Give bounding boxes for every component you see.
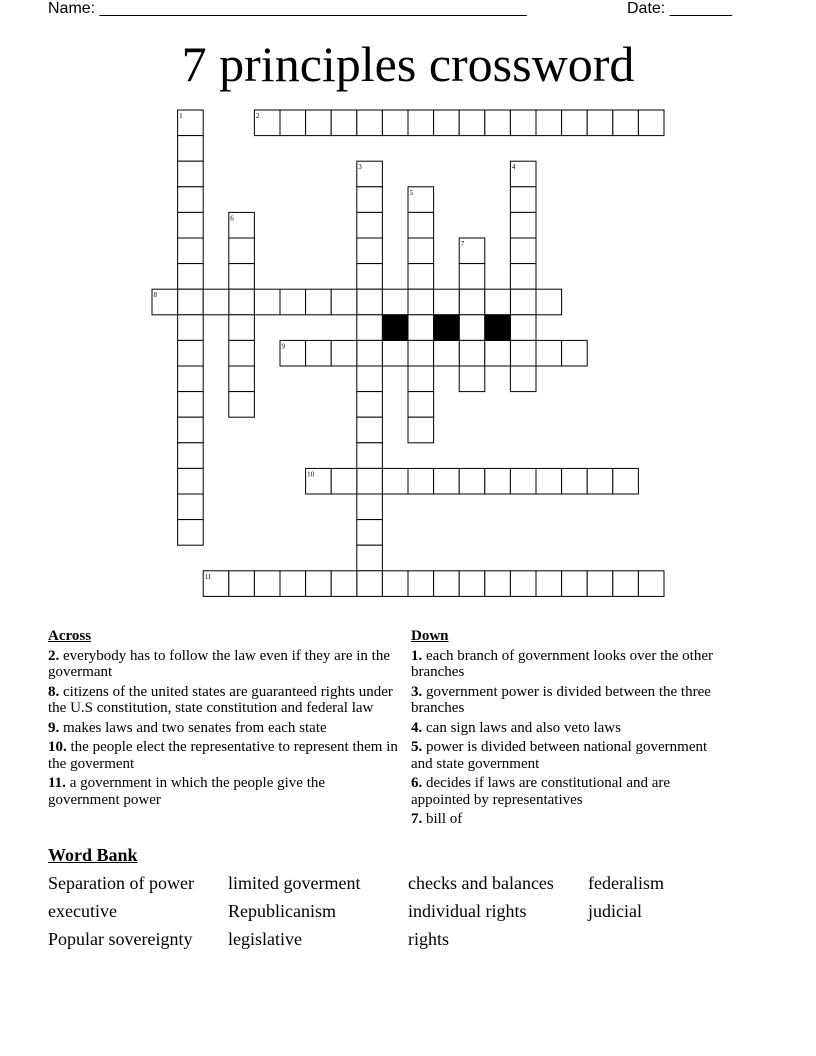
clue-text: a government in which the people give the government power	[48, 775, 326, 808]
grid-cell[interactable]	[510, 468, 536, 494]
grid-cell[interactable]	[306, 289, 332, 315]
clue-text: citizens of the united states are guaranteed rights under the U.S constitution, state constitution and federal law	[48, 683, 393, 716]
grid-cell[interactable]	[510, 366, 536, 392]
grid-cell[interactable]	[434, 571, 460, 597]
grid-cell[interactable]	[434, 110, 460, 136]
grid-cell[interactable]	[306, 340, 332, 366]
grid-cell[interactable]	[178, 340, 204, 366]
grid-cell[interactable]	[562, 110, 588, 136]
across-clue	[48, 739, 400, 772]
grid-cell[interactable]	[280, 110, 306, 136]
grid-cell[interactable]	[254, 571, 280, 597]
grid-cell[interactable]	[408, 110, 434, 136]
grid-cell[interactable]	[229, 571, 255, 597]
word-bank-item: legislative	[228, 929, 302, 949]
grid-cell[interactable]	[459, 289, 485, 315]
grid-cell[interactable]	[459, 110, 485, 136]
grid-cell[interactable]	[331, 340, 357, 366]
grid-cell[interactable]	[382, 110, 408, 136]
grid-cell[interactable]	[357, 392, 383, 418]
grid-cell[interactable]	[382, 571, 408, 597]
down-clue	[411, 648, 731, 681]
grid-cell[interactable]	[562, 340, 588, 366]
grid-cell[interactable]	[459, 366, 485, 392]
grid-cell[interactable]	[357, 212, 383, 238]
clue-number: 5.	[411, 739, 423, 755]
grid-cell[interactable]	[485, 468, 511, 494]
clue-text: makes laws and two senates from each state	[63, 719, 327, 736]
clue-text: bill of	[426, 811, 463, 827]
grid-cell[interactable]	[178, 392, 204, 418]
name-field: Name: ________________________________________________	[48, 0, 527, 17]
clue-text: decides if laws are constitutional and are appointed by representatives	[411, 775, 671, 808]
grid-cell[interactable]	[434, 340, 460, 366]
cell-number: 3	[358, 163, 362, 172]
across-clue	[48, 720, 400, 737]
down-heading: Down	[411, 628, 449, 644]
cell-number: 11	[204, 572, 212, 581]
grid-cell[interactable]	[536, 571, 562, 597]
grid-cell[interactable]	[178, 136, 204, 162]
grid-cell[interactable]	[510, 212, 536, 238]
word-bank-item: checks and balances	[408, 873, 554, 893]
grid-cell[interactable]	[408, 315, 434, 341]
word-bank-item: executive	[48, 901, 117, 921]
black-cell	[382, 315, 408, 341]
across-clue	[48, 648, 400, 681]
grid-cell[interactable]	[408, 212, 434, 238]
grid-cell[interactable]	[613, 110, 639, 136]
down-clues	[411, 628, 731, 828]
grid-cell[interactable]	[254, 289, 280, 315]
across-clues	[48, 628, 400, 808]
grid-cell[interactable]	[229, 392, 255, 418]
grid-cell[interactable]	[408, 340, 434, 366]
grid-cell[interactable]	[408, 289, 434, 315]
grid-cell[interactable]	[510, 110, 536, 136]
grid-cell[interactable]	[178, 161, 204, 187]
grid-cell[interactable]	[510, 187, 536, 213]
grid-cell[interactable]	[510, 238, 536, 264]
grid-cell[interactable]	[408, 366, 434, 392]
grid-cell[interactable]	[280, 571, 306, 597]
word-bank-item: judicial	[588, 901, 642, 921]
word-bank-item: rights	[408, 929, 450, 949]
grid-cell[interactable]	[510, 289, 536, 315]
grid-cell[interactable]	[434, 468, 460, 494]
cell-number: 8	[153, 291, 157, 300]
grid-cell[interactable]	[229, 289, 255, 315]
grid-cell[interactable]	[510, 571, 536, 597]
grid-cell[interactable]	[331, 571, 357, 597]
clue-number: 6.	[411, 775, 423, 791]
grid-cell[interactable]	[408, 238, 434, 264]
clue-number: 2.	[48, 647, 60, 664]
grid-cell[interactable]	[229, 315, 255, 341]
grid-cell[interactable]	[229, 340, 255, 366]
word-bank-item: federalism	[588, 873, 664, 893]
grid-cell[interactable]	[331, 110, 357, 136]
word-bank-item: Republicanism	[228, 901, 336, 921]
grid-cell[interactable]	[178, 520, 204, 546]
clue-number: 11.	[48, 775, 66, 791]
cell-number: 10	[307, 470, 315, 479]
grid-cell[interactable]	[587, 571, 613, 597]
word-bank-title: Word Bank	[48, 845, 138, 865]
grid-cell[interactable]	[562, 571, 588, 597]
grid-cell[interactable]	[203, 289, 229, 315]
grid-cell[interactable]	[459, 468, 485, 494]
grid-cell[interactable]	[536, 289, 562, 315]
grid-cell[interactable]	[229, 238, 255, 264]
grid-cell[interactable]	[178, 289, 204, 315]
grid-cell[interactable]	[357, 520, 383, 546]
page-title: 7 principles crossword	[181, 36, 635, 92]
grid-cell[interactable]	[178, 264, 204, 290]
grid-cell[interactable]	[357, 366, 383, 392]
grid-cell[interactable]	[306, 571, 332, 597]
grid-cell[interactable]	[357, 264, 383, 290]
clue-number: 4.	[411, 719, 423, 736]
clue-text: each branch of government looks over the other branches	[411, 647, 713, 680]
grid-cell[interactable]	[510, 340, 536, 366]
down-clue	[411, 775, 731, 808]
down-clue	[411, 739, 731, 772]
grid-cell[interactable]	[178, 417, 204, 443]
clue-number: 1.	[411, 647, 423, 664]
down-clue	[411, 811, 731, 828]
grid-cell[interactable]	[280, 289, 306, 315]
grid-cell[interactable]	[536, 110, 562, 136]
grid-cell[interactable]	[408, 468, 434, 494]
grid-cell[interactable]	[408, 392, 434, 418]
grid-cell[interactable]	[178, 366, 204, 392]
grid-cell[interactable]	[485, 289, 511, 315]
down-clue	[411, 684, 731, 717]
grid-cell[interactable]	[562, 468, 588, 494]
grid-cell[interactable]	[357, 315, 383, 341]
across-clue	[48, 775, 400, 808]
clue-number: 8.	[48, 683, 60, 700]
grid-cell[interactable]	[357, 110, 383, 136]
across-clue	[48, 684, 400, 717]
grid-cell[interactable]	[357, 545, 383, 571]
grid-cell[interactable]	[306, 110, 332, 136]
grid-cell[interactable]	[178, 187, 204, 213]
word-bank	[48, 873, 768, 950]
grid-cell[interactable]	[638, 571, 664, 597]
clue-number: 3.	[411, 683, 423, 700]
grid-cell[interactable]	[382, 468, 408, 494]
grid-cell[interactable]	[485, 571, 511, 597]
grid-cell[interactable]	[357, 494, 383, 520]
grid-cell[interactable]	[357, 571, 383, 597]
grid-cell[interactable]	[510, 315, 536, 341]
grid-cell[interactable]	[459, 264, 485, 290]
grid-cell[interactable]	[229, 366, 255, 392]
clue-text: government power is divided between the three branches	[411, 683, 711, 716]
grid-cell[interactable]	[357, 468, 383, 494]
grid-cell[interactable]	[536, 340, 562, 366]
word-bank-item: Popular sovereignty	[48, 929, 193, 949]
grid-cell[interactable]	[178, 468, 204, 494]
grid-cell[interactable]	[382, 289, 408, 315]
grid-cell[interactable]	[613, 468, 639, 494]
grid-cell[interactable]	[587, 468, 613, 494]
across-heading: Across	[48, 628, 92, 644]
clue-text: can sign laws and also veto laws	[426, 719, 621, 736]
word-bank-item: Separation of power	[48, 873, 194, 893]
cell-number: 7	[460, 240, 465, 248]
grid-cell[interactable]	[408, 417, 434, 443]
grid-cell[interactable]	[459, 571, 485, 597]
clue-number: 7.	[411, 811, 423, 827]
grid-cell[interactable]	[434, 289, 460, 315]
date-field: Date: _______	[627, 0, 732, 17]
grid-cell[interactable]	[178, 494, 204, 520]
black-cell	[485, 315, 511, 341]
clue-number: 10.	[48, 739, 67, 755]
grid-cell[interactable]	[459, 315, 485, 341]
grid-cell[interactable]	[357, 289, 383, 315]
grid-cell[interactable]	[178, 212, 204, 238]
cell-number: 2	[255, 112, 260, 120]
grid-cell[interactable]	[331, 468, 357, 494]
grid-cell[interactable]	[357, 417, 383, 443]
grid-cell[interactable]	[613, 571, 639, 597]
word-bank-item: limited goverment	[228, 873, 361, 893]
grid-cell[interactable]	[485, 340, 511, 366]
grid-cell[interactable]	[408, 264, 434, 290]
grid-cell[interactable]	[178, 443, 204, 469]
black-cell	[434, 315, 460, 341]
clue-number: 9.	[48, 719, 60, 736]
down-clue	[411, 720, 731, 737]
cell-number: 5	[409, 188, 413, 197]
grid-cell[interactable]	[357, 187, 383, 213]
cell-number: 6	[230, 214, 234, 223]
grid-cell[interactable]	[357, 443, 383, 469]
cell-number: 1	[179, 112, 183, 120]
grid-cell[interactable]	[536, 468, 562, 494]
grid-cell[interactable]	[587, 110, 613, 136]
grid-cell[interactable]	[178, 315, 204, 341]
grid-cell[interactable]	[510, 264, 536, 290]
cell-number: 9	[281, 342, 285, 351]
grid-cell[interactable]	[178, 238, 204, 264]
clue-text: power is divided between national government and state government	[411, 739, 708, 772]
cell-number: 4	[511, 163, 516, 172]
grid-cell[interactable]	[382, 340, 408, 366]
clue-text: everybody has to follow the law even if they are in the govermant	[48, 647, 390, 680]
grid-cell[interactable]	[357, 340, 383, 366]
grid-cell[interactable]	[485, 110, 511, 136]
clue-text: the people elect the representative to represent them in the goverment	[48, 739, 398, 772]
grid-cell[interactable]	[331, 289, 357, 315]
grid-cell[interactable]	[229, 264, 255, 290]
grid-cell[interactable]	[408, 571, 434, 597]
grid-cell[interactable]	[357, 238, 383, 264]
grid-cell[interactable]	[638, 110, 664, 136]
grid-cell[interactable]	[459, 340, 485, 366]
word-bank-item: individual rights	[408, 901, 527, 921]
